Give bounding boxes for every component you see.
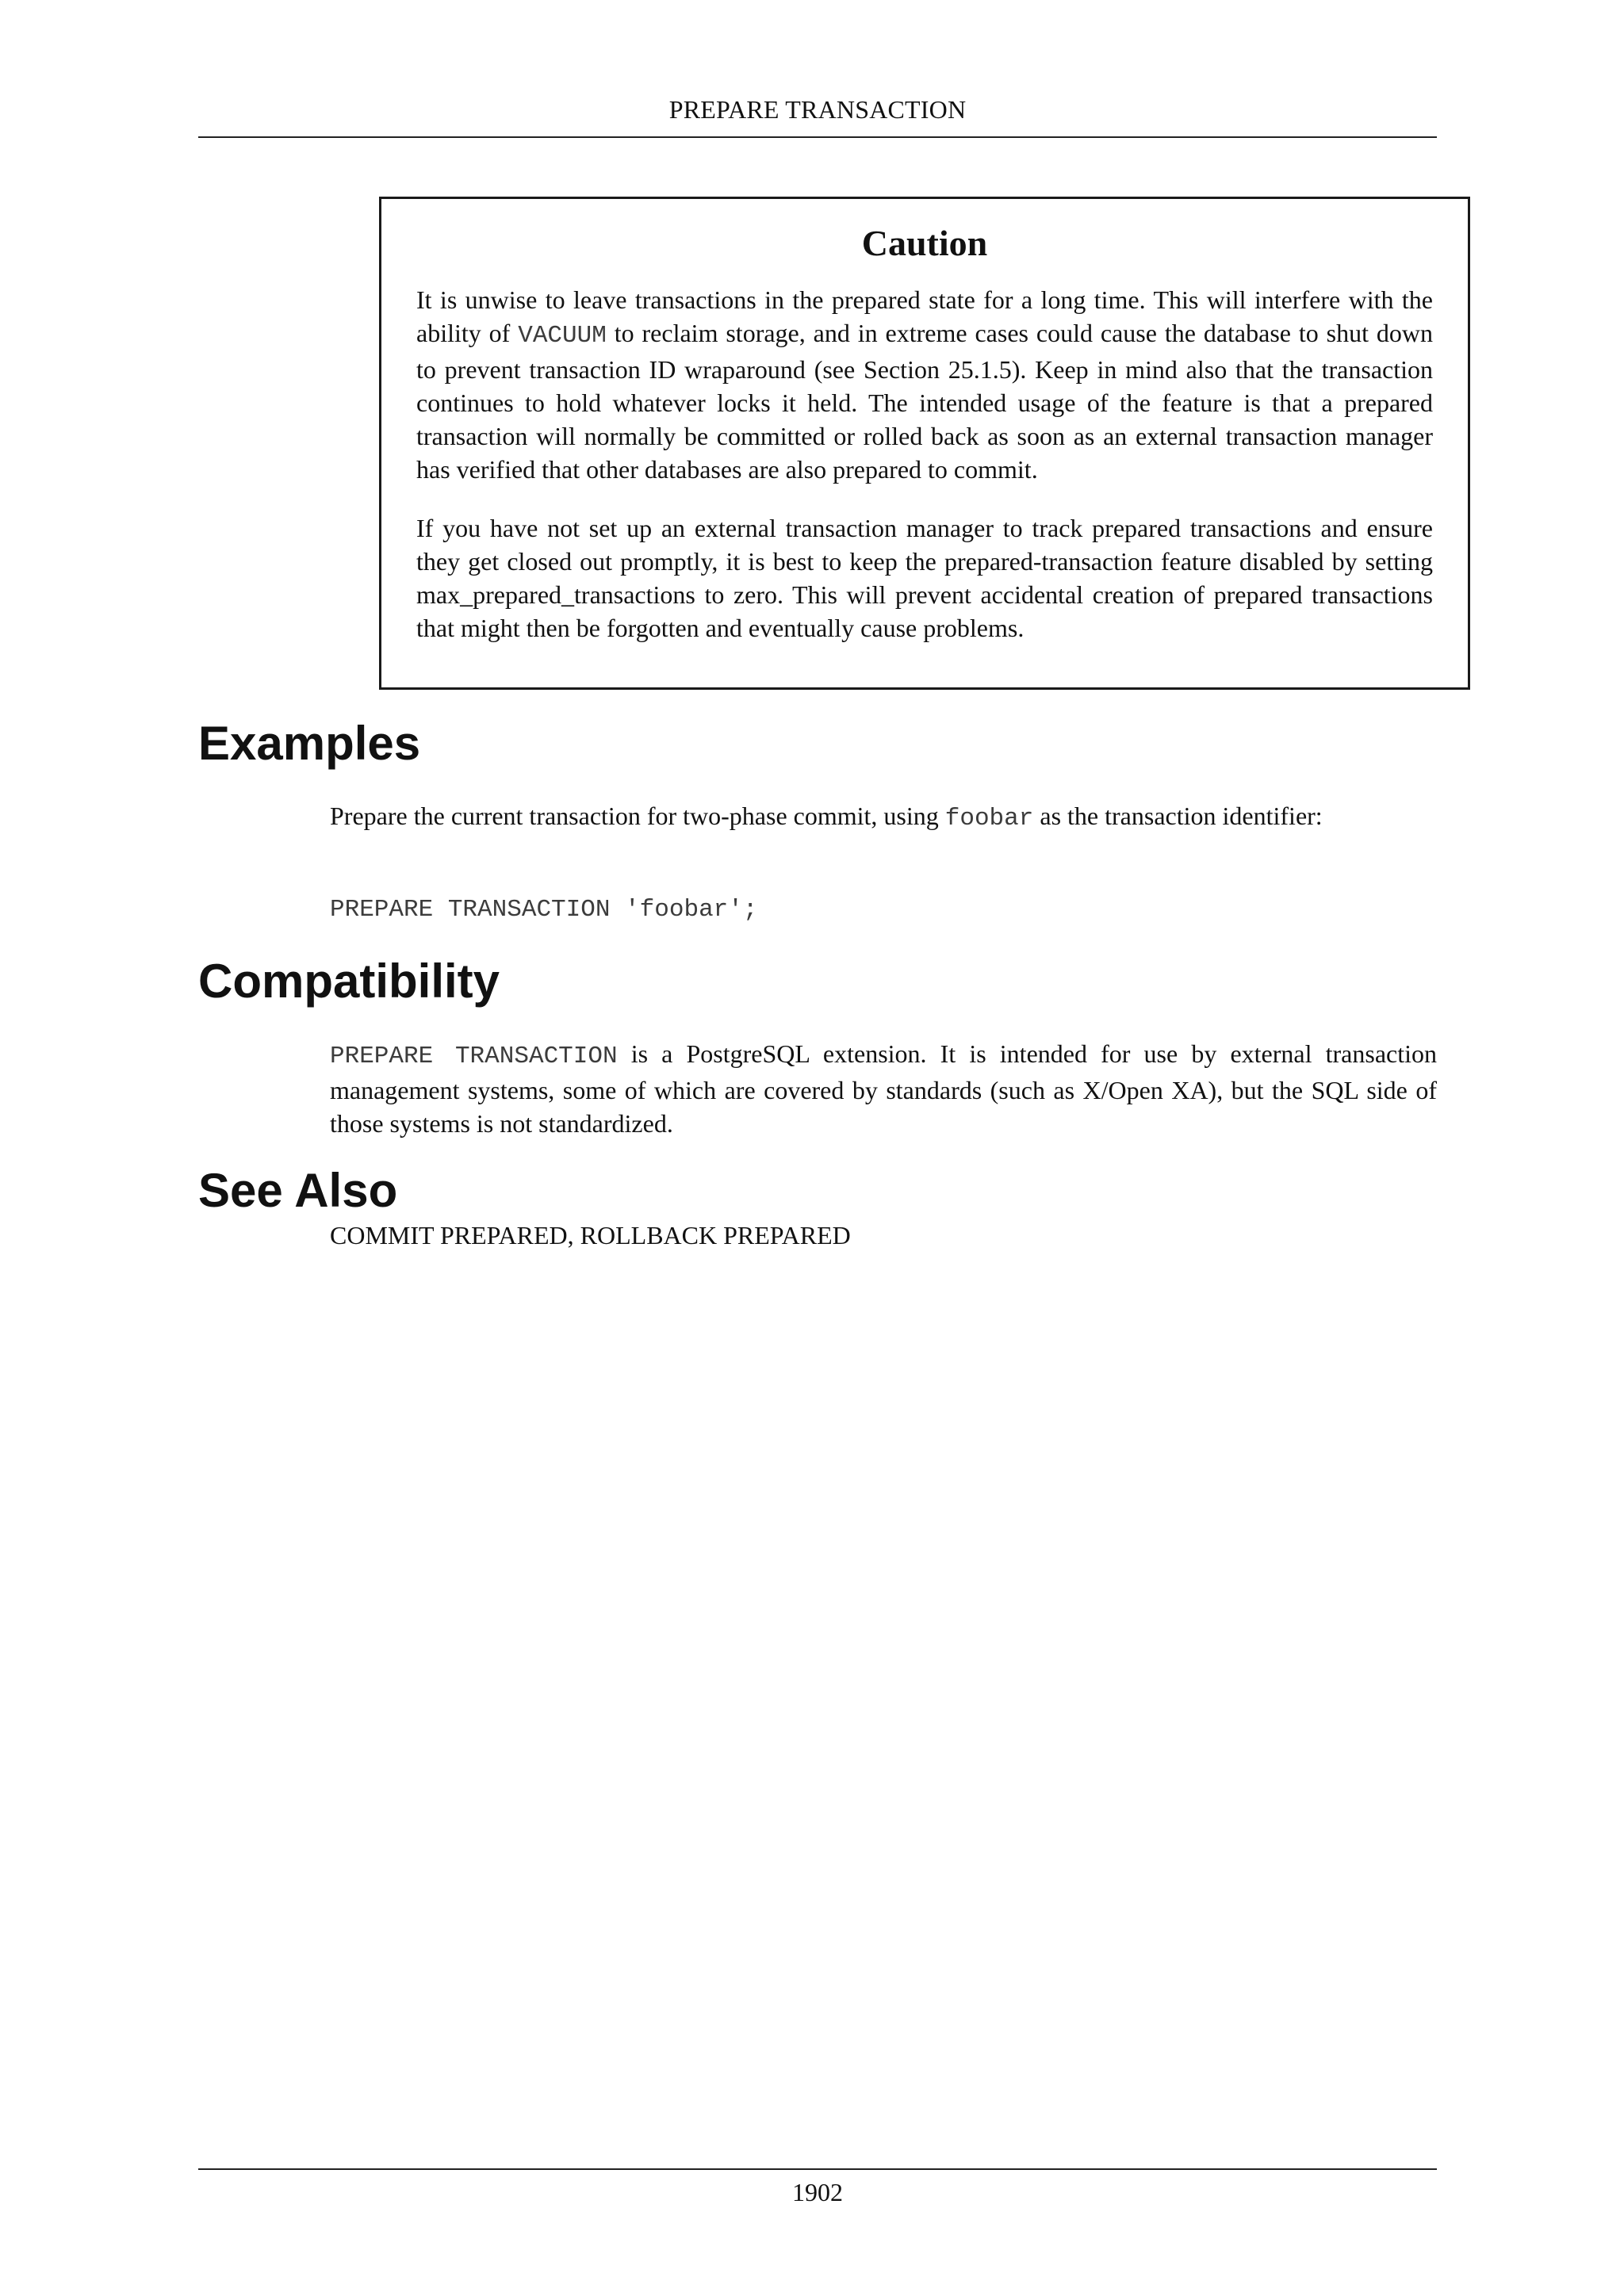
- header-rule: [198, 136, 1437, 138]
- prepare-transaction-code: PREPARE TRANSACTION: [330, 1043, 618, 1070]
- compatibility-body: [330, 1037, 1437, 1140]
- caution-paragraph-2: If you have not set up an external transaction manager to track prepared transactions and ensure they get closed out promptly, it is best to keep the prepared-transaction feature disabled by setting max_prepared_transactions to zero. This will prevent accidental creation of prepared transactions that might then be forgotten and eventually cause problems.: [416, 514, 1433, 642]
- compatibility-heading: Compatibility: [198, 955, 500, 1008]
- see-also-body: [330, 1219, 1437, 1252]
- footer-rule: [198, 2168, 1437, 2170]
- foobar-code: foobar: [944, 805, 1034, 832]
- examples-intro-paragraph: [330, 799, 1437, 836]
- see-also-heading: See Also: [198, 1164, 398, 1217]
- caution-p1-text-before: It is unwise to leave transactions in the prepared state for a long time. This will interfere with the ability of: [416, 285, 1433, 347]
- examples-heading: Examples: [198, 717, 421, 770]
- vacuum-code: VACUUM: [518, 322, 607, 350]
- caution-title: Caution: [861, 223, 988, 263]
- page-number: 1902: [792, 2178, 843, 2206]
- examples-intro-before: Prepare the current transaction for two-phase commit, using: [330, 802, 945, 830]
- see-also-links[interactable]: COMMIT PREPARED, ROLLBACK PREPARED: [330, 1221, 851, 1249]
- caution-p1-text-after: to reclaim storage, and in extreme cases could cause the database to shut down to prevent transaction ID wraparound (see Section 25.1.5). Keep in mind also that the transaction continues to hold whatever locks it held. The intended usage of the feature is that a prepared transaction will normally be committed or rolled back as soon as an external transaction manager has verified that other databases are also prepared to commit.: [416, 319, 1434, 484]
- examples-intro-after: as the transaction identifier:: [1033, 802, 1323, 830]
- compatibility-paragraph: [330, 1037, 1437, 1140]
- examples-intro: [330, 799, 1437, 836]
- example-code-block: PREPARE TRANSACTION 'foobar';: [330, 896, 758, 924]
- running-header: PREPARE TRANSACTION: [668, 95, 967, 124]
- caution-box: [379, 197, 1470, 690]
- compatibility-text: is a PostgreSQL extension. It is intended for use by external transaction management systems, some of which are covered by standards (such as X/Open XA), but the SQL side of those systems is not standardized.: [330, 1039, 1438, 1138]
- caution-paragraph-1: [416, 283, 1433, 486]
